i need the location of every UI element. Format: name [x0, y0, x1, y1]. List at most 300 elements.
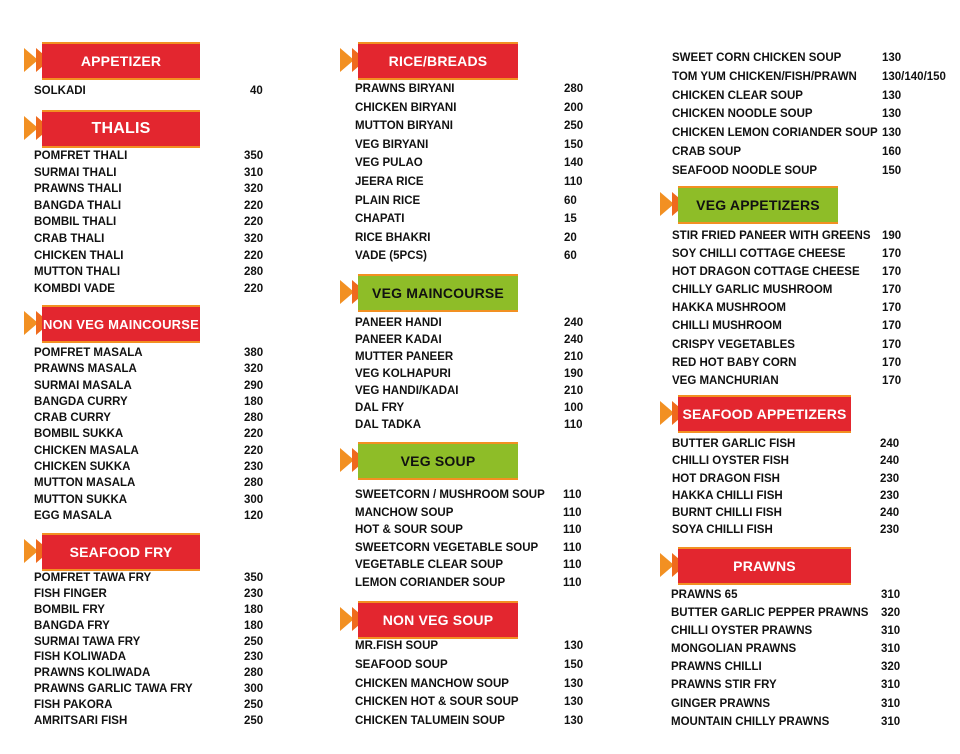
menu-item-name: CHILLI OYSTER FISH: [672, 455, 789, 468]
menu-item-price: 130: [564, 640, 584, 652]
menu-item: [672, 127, 952, 146]
menu-item-name: SEAFOOD SOUP: [355, 658, 448, 671]
menu-item-price: 230: [880, 489, 900, 502]
menu-item-price: 130: [882, 89, 902, 102]
menu-item: [672, 320, 912, 338]
menu-item-name: FISH FINGER: [34, 587, 107, 600]
menu-item-name: SOYA CHILLI FISH: [672, 524, 773, 537]
menu-item: [355, 250, 595, 269]
menu-item-name: BUTTER GARLIC PEPPER PRAWNS: [671, 607, 869, 620]
menu-item-price: 170: [882, 338, 902, 351]
menu-item-price: 240: [564, 317, 584, 329]
menu-item-name: HAKKA MUSHROOM: [672, 302, 786, 315]
menu-item: [672, 490, 912, 507]
menu-item-name: DAL TADKA: [355, 419, 422, 431]
section-title: APPETIZER: [42, 42, 200, 80]
menu-item: [355, 83, 595, 102]
menu-item: [34, 715, 274, 731]
menu-item: [671, 625, 911, 643]
menu-item-price: 310: [881, 697, 901, 710]
menu-list-soup-continued: [672, 52, 952, 184]
menu-item-name: CHILLY GARLIC MUSHROOM: [672, 284, 833, 297]
menu-item-name: PRAWNS THALI: [34, 183, 122, 196]
menu-item-name: BURNT CHILLI FISH: [672, 507, 782, 520]
menu-item-price: 280: [244, 412, 264, 425]
menu-item: [672, 71, 952, 90]
menu-item: [355, 368, 595, 385]
menu-item: [672, 165, 952, 184]
section-header-non-veg-soup: [340, 599, 518, 639]
menu-item-price: 170: [882, 302, 902, 315]
menu-item-name: POMFRET MASALA: [34, 347, 143, 359]
menu-list-appetizer: [34, 85, 274, 102]
menu-item: [672, 507, 912, 524]
menu-item-name: PANEER HANDI: [355, 317, 442, 329]
menu-item-name: TOM YUM CHICKEN/FISH/PRAWN: [672, 70, 857, 83]
menu-item-price: 350: [244, 572, 264, 584]
menu-item: [672, 473, 912, 490]
menu-item-name: SURMAI THALI: [34, 166, 117, 179]
menu-item: [355, 696, 595, 715]
menu-item-price: 180: [244, 603, 264, 616]
menu-item-name: MANCHOW SOUP: [355, 506, 454, 519]
menu-item-price: 310: [881, 679, 901, 692]
menu-item-price: 150: [564, 138, 584, 151]
menu-item: [34, 588, 274, 604]
menu-item-price: 110: [563, 541, 582, 554]
menu-item: [34, 445, 274, 461]
menu-list-seafood-appetizers: [672, 438, 912, 542]
menu-item-price: 15: [564, 213, 577, 226]
menu-item: [355, 402, 595, 419]
section-header-seafood-appetizers: [660, 393, 851, 433]
menu-item-price: 110: [563, 489, 582, 501]
menu-item: [355, 232, 595, 251]
menu-item-price: 240: [564, 334, 584, 346]
menu-item-price: 220: [244, 216, 264, 229]
menu-item-price: 170: [882, 374, 902, 387]
menu-item-name: CHICKEN NOODLE SOUP: [672, 108, 813, 121]
menu-item-price: 350: [244, 150, 264, 162]
menu-item: [671, 607, 911, 625]
menu-item-name: SURMAI TAWA FRY: [34, 635, 141, 648]
menu-list-non-veg-maincourse: [34, 347, 274, 526]
menu-item-price: 230: [880, 472, 900, 485]
menu-item-name: CHICKEN SUKKA: [34, 461, 131, 474]
menu-item-price: 170: [882, 356, 902, 369]
menu-item-price: 240: [880, 507, 900, 520]
menu-item-name: PRAWNS MASALA: [34, 363, 137, 376]
menu-item: [34, 250, 274, 267]
section-title: SEAFOOD APPETIZERS: [678, 395, 851, 433]
menu-item-price: 320: [244, 183, 264, 196]
section-header-veg-soup: [340, 440, 518, 480]
menu-list-thalis: [34, 150, 274, 299]
menu-item: [34, 412, 274, 428]
menu-item-name: CHICKEN MASALA: [34, 444, 139, 457]
menu-item-name: HOT DRAGON FISH: [672, 472, 780, 485]
menu-item-price: 60: [564, 250, 577, 263]
menu-item: [34, 233, 274, 250]
menu-item-price: 150: [564, 658, 584, 671]
menu-item-name: AMRITSARI FISH: [34, 715, 128, 728]
menu-item: [355, 640, 595, 659]
menu-item-name: PANEER KADAI: [355, 334, 442, 346]
menu-item: [355, 715, 595, 734]
menu-item: [34, 699, 274, 715]
section-title: VEG MAINCOURSE: [358, 274, 518, 312]
menu-item: [355, 176, 595, 195]
menu-item-price: 130: [564, 715, 584, 728]
section-header-seafood-fry: [24, 531, 200, 571]
menu-item-name: MUTTER PANEER: [355, 351, 454, 363]
section-title: VEG APPETIZERS: [678, 186, 838, 224]
menu-item-name: POMFRET THALI: [34, 150, 128, 162]
menu-item-price: 140: [564, 157, 584, 170]
menu-item: [355, 659, 595, 678]
menu-item-name: HOT DRAGON COTTAGE CHEESE: [672, 266, 860, 279]
menu-item: [34, 363, 274, 379]
menu-item: [672, 284, 912, 302]
menu-item-price: 220: [244, 428, 264, 441]
menu-item-price: 320: [881, 607, 901, 620]
menu-item: [34, 167, 274, 184]
menu-item-price: 130: [882, 108, 902, 121]
menu-item-price: 230: [244, 651, 264, 664]
menu-item: [672, 339, 912, 357]
menu-item: [672, 375, 912, 393]
menu-item: [34, 85, 274, 102]
menu-item-name: VEG HANDI/KADAI: [355, 385, 459, 397]
menu-item-price: 130: [882, 52, 902, 64]
menu-item: [34, 216, 274, 233]
menu-item-name: CRAB SOUP: [672, 145, 742, 158]
menu-item-name: MR.FISH SOUP: [355, 640, 439, 652]
menu-item-name: VEG PULAO: [355, 157, 423, 170]
menu-item-price: 100: [564, 402, 584, 414]
menu-item: [34, 494, 274, 510]
menu-item: [355, 542, 595, 560]
menu-item-name: MONGOLIAN PRAWNS: [671, 643, 797, 656]
section-title: PRAWNS: [678, 547, 851, 585]
menu-item: [355, 195, 595, 214]
menu-item-price: 110: [564, 419, 583, 431]
menu-item: [672, 302, 912, 320]
menu-item: [672, 455, 912, 472]
menu-item-name: MUTTON MASALA: [34, 477, 136, 490]
menu-item-price: 200: [564, 101, 584, 114]
menu-item-name: VEG MANCHURIAN: [672, 374, 779, 387]
menu-item-price: 130: [882, 127, 902, 140]
menu-item-price: 220: [244, 249, 264, 262]
menu-item: [671, 643, 911, 661]
menu-item-name: SURMAI MASALA: [34, 379, 132, 392]
menu-item: [34, 572, 274, 588]
menu-item-price: 180: [244, 619, 264, 632]
menu-item: [672, 108, 952, 127]
menu-item-name: SOY CHILLI COTTAGE CHEESE: [672, 248, 846, 261]
menu-item-price: 170: [882, 320, 902, 333]
menu-item-name: RICE BHAKRI: [355, 231, 431, 244]
menu-item: [34, 461, 274, 477]
menu-item-name: PRAWNS CHILLI: [671, 661, 762, 674]
menu-item-name: SWEETCORN VEGETABLE SOUP: [355, 541, 539, 554]
menu-list-seafood-fry: [34, 572, 274, 731]
menu-item-name: BOMBIL FRY: [34, 603, 105, 616]
menu-item-name: CHAPATI: [355, 213, 405, 226]
menu-item-price: 230: [880, 524, 900, 537]
menu-item-name: BANGDA FRY: [34, 619, 110, 632]
menu-item-name: PRAWNS GARLIC TAWA FRY: [34, 683, 193, 696]
menu-item-price: 220: [244, 199, 264, 212]
menu-item-price: 250: [244, 699, 264, 712]
menu-item-name: GINGER PRAWNS: [671, 697, 771, 710]
section-title: NON VEG MAINCOURSE: [42, 305, 200, 343]
menu-item: [672, 438, 912, 455]
menu-item-name: BANGDA THALI: [34, 199, 122, 212]
menu-item-price: 190: [882, 230, 902, 242]
menu-item-name: CHICKEN HOT & SOUR SOUP: [355, 696, 519, 709]
section-title: NON VEG SOUP: [358, 601, 518, 639]
menu-item-name: CHILLI MUSHROOM: [672, 320, 782, 333]
menu-item: [672, 524, 912, 541]
menu-item-name: BUTTER GARLIC FISH: [672, 438, 796, 450]
menu-item-price: 230: [244, 587, 264, 600]
menu-item: [355, 139, 595, 158]
section-header-prawns: [660, 545, 851, 585]
menu-item: [355, 507, 595, 525]
menu-item-name: PRAWNS BIRYANI: [355, 83, 455, 95]
menu-item-name: FISH KOLIWADA: [34, 651, 126, 664]
menu-item-price: 310: [881, 625, 901, 638]
menu-item: [671, 679, 911, 697]
section-header-thalis: [24, 108, 200, 148]
section-header-veg-appetizers: [660, 184, 838, 224]
menu-item-name: CHICKEN LEMON CORIANDER SOUP: [672, 127, 878, 140]
menu-item-price: 160: [882, 145, 902, 158]
menu-item-name: CRISPY VEGETABLES: [672, 338, 795, 351]
menu-item-price: 60: [564, 194, 577, 207]
menu-list-veg-maincourse: [355, 317, 595, 436]
menu-item-price: 120: [244, 509, 264, 522]
menu-item: [672, 357, 912, 375]
menu-item-price: 20: [564, 231, 577, 244]
menu-item-price: 130/140/150: [882, 70, 946, 83]
section-title: THALIS: [42, 110, 200, 148]
menu-item-price: 280: [244, 667, 264, 680]
menu-item: [672, 52, 952, 71]
menu-item: [355, 678, 595, 697]
section-header-non-veg-maincourse: [24, 303, 200, 343]
menu-item: [355, 334, 595, 351]
menu-item-name: EGG MASALA: [34, 509, 112, 522]
menu-item-name: SOLKADI: [34, 85, 86, 97]
menu-item-name: PLAIN RICE: [355, 194, 421, 207]
menu-item: [355, 524, 595, 542]
menu-item-name: CHICKEN BIRYANI: [355, 101, 457, 114]
menu-item: [671, 698, 911, 716]
menu-item: [672, 90, 952, 109]
menu-item: [355, 385, 595, 402]
menu-item: [34, 380, 274, 396]
menu-item-price: 320: [881, 661, 901, 674]
menu-list-rice-breads: [355, 83, 595, 269]
menu-item-price: 110: [563, 524, 582, 536]
menu-item: [672, 146, 952, 165]
menu-item-price: 190: [564, 368, 584, 380]
menu-item: [34, 283, 274, 300]
menu-item-name: STIR FRIED PANEER WITH GREENS: [672, 230, 871, 242]
menu-list-prawns: [671, 589, 911, 734]
menu-item-name: RED HOT BABY CORN: [672, 356, 797, 369]
menu-item-price: 110: [563, 559, 582, 571]
menu-item-price: 210: [564, 351, 584, 363]
menu-item-name: CHICKEN THALI: [34, 249, 124, 262]
menu-item-price: 310: [881, 589, 901, 601]
menu-item: [355, 120, 595, 139]
menu-item-price: 250: [244, 635, 264, 648]
menu-item: [355, 157, 595, 176]
menu-item-price: 110: [563, 576, 582, 589]
menu-item: [34, 604, 274, 620]
menu-item: [355, 577, 595, 595]
menu-item-name: CRAB THALI: [34, 232, 105, 245]
menu-item-price: 290: [244, 379, 264, 392]
menu-item-name: MUTTON SUKKA: [34, 493, 128, 506]
menu-item: [355, 559, 595, 577]
section-title: SEAFOOD FRY: [42, 533, 200, 571]
menu-item: [672, 248, 912, 266]
menu-item: [34, 683, 274, 699]
menu-item-price: 170: [882, 284, 902, 297]
menu-item-price: 240: [880, 438, 900, 450]
menu-item: [34, 651, 274, 667]
menu-item-price: 130: [564, 696, 584, 709]
menu-item-price: 320: [244, 232, 264, 245]
menu-item: [34, 667, 274, 683]
menu-item-name: HOT & SOUR SOUP: [355, 524, 463, 536]
section-header-appetizer: [24, 40, 200, 80]
menu-item-name: PRAWNS KOLIWADA: [34, 667, 151, 680]
menu-list-non-veg-soup: [355, 640, 595, 734]
menu-item: [34, 200, 274, 217]
menu-item-name: CRAB CURRY: [34, 412, 111, 425]
menu-item-name: HAKKA CHILLI FISH: [672, 489, 783, 502]
menu-item-price: 150: [882, 164, 902, 177]
menu-item-price: 220: [244, 282, 264, 295]
menu-item: [355, 419, 595, 436]
menu-item: [672, 230, 912, 248]
menu-item: [34, 396, 274, 412]
menu-item-name: CHICKEN CLEAR SOUP: [672, 89, 803, 102]
menu-item: [34, 510, 274, 526]
menu-item-name: MUTTON THALI: [34, 266, 121, 279]
menu-item: [34, 620, 274, 636]
menu-item-price: 180: [244, 395, 264, 408]
menu-item-name: KOMBDI VADE: [34, 282, 115, 295]
menu-item: [34, 347, 274, 363]
menu-item-name: VEG BIRYANI: [355, 138, 429, 151]
menu-item-price: 310: [881, 715, 901, 728]
menu-item-name: PRAWNS STIR FRY: [671, 679, 777, 692]
section-header-rice-breads: [340, 40, 518, 80]
menu-item-name: POMFRET TAWA FRY: [34, 572, 152, 584]
menu-item-price: 240: [880, 455, 900, 468]
menu-item-name: SEAFOOD NOODLE SOUP: [672, 164, 818, 177]
menu-item: [34, 266, 274, 283]
menu-item-name: BANGDA CURRY: [34, 395, 128, 408]
menu-item: [355, 489, 595, 507]
menu-item-price: 170: [882, 266, 902, 279]
menu-item-name: CHICKEN TALUMEIN SOUP: [355, 715, 505, 728]
menu-item-name: SWEETCORN / MUSHROOM SOUP: [355, 489, 545, 501]
menu-item-name: MUTTON BIRYANI: [355, 120, 453, 133]
menu-item-price: 250: [564, 120, 584, 133]
menu-item-name: VEG KOLHAPURI: [355, 368, 451, 380]
menu-item-price: 280: [564, 83, 584, 95]
menu-item: [672, 266, 912, 284]
menu-item-name: LEMON CORIANDER SOUP: [355, 576, 506, 589]
menu-item: [355, 102, 595, 121]
menu-item: [34, 150, 274, 167]
menu-item-name: MOUNTAIN CHILLY PRAWNS: [671, 715, 830, 728]
menu-item: [355, 317, 595, 334]
menu-item-name: SWEET CORN CHICKEN SOUP: [672, 52, 842, 64]
menu-item-price: 280: [244, 477, 264, 490]
menu-item: [671, 716, 911, 734]
menu-item-price: 280: [244, 266, 264, 279]
menu-item-price: 40: [250, 85, 263, 97]
section-title: RICE/BREADS: [358, 42, 518, 80]
menu-item-price: 310: [881, 643, 901, 656]
menu-item-name: JEERA RICE: [355, 175, 424, 188]
menu-item-price: 320: [244, 363, 264, 376]
menu-item-price: 130: [564, 677, 584, 690]
menu-item-price: 380: [244, 347, 264, 359]
menu-item-price: 110: [563, 506, 582, 519]
menu-item: [355, 351, 595, 368]
menu-item-name: CHICKEN MANCHOW SOUP: [355, 677, 509, 690]
menu-item: [671, 589, 911, 607]
menu-item-name: PRAWNS 65: [671, 589, 738, 601]
menu-item-name: CHILLI OYSTER PRAWNS: [671, 625, 813, 638]
menu-item-price: 300: [244, 493, 264, 506]
menu-item-name: DAL FRY: [355, 402, 405, 414]
menu-item: [671, 661, 911, 679]
menu-item-name: VADE (5PCS): [355, 250, 427, 263]
menu-item: [355, 213, 595, 232]
section-header-veg-maincourse: [340, 272, 518, 312]
menu-list-veg-appetizers: [672, 230, 912, 393]
menu-item: [34, 428, 274, 444]
menu-item: [34, 636, 274, 652]
menu-item-name: BOMBIL SUKKA: [34, 428, 124, 441]
menu-list-veg-soup: [355, 489, 595, 594]
menu-item-name: FISH PAKORA: [34, 699, 113, 712]
menu-item-price: 210: [564, 385, 584, 397]
menu-item-price: 230: [244, 461, 264, 474]
menu-item-name: VEGETABLE CLEAR SOUP: [355, 559, 504, 571]
menu-item-price: 110: [564, 175, 583, 188]
menu-item-price: 300: [244, 683, 264, 696]
menu-item-name: BOMBIL THALI: [34, 216, 117, 229]
section-title: VEG SOUP: [358, 442, 518, 480]
menu-item-price: 250: [244, 715, 264, 728]
menu-item-price: 170: [882, 248, 902, 261]
menu-item: [34, 477, 274, 493]
menu-item: [34, 183, 274, 200]
menu-item-price: 220: [244, 444, 264, 457]
